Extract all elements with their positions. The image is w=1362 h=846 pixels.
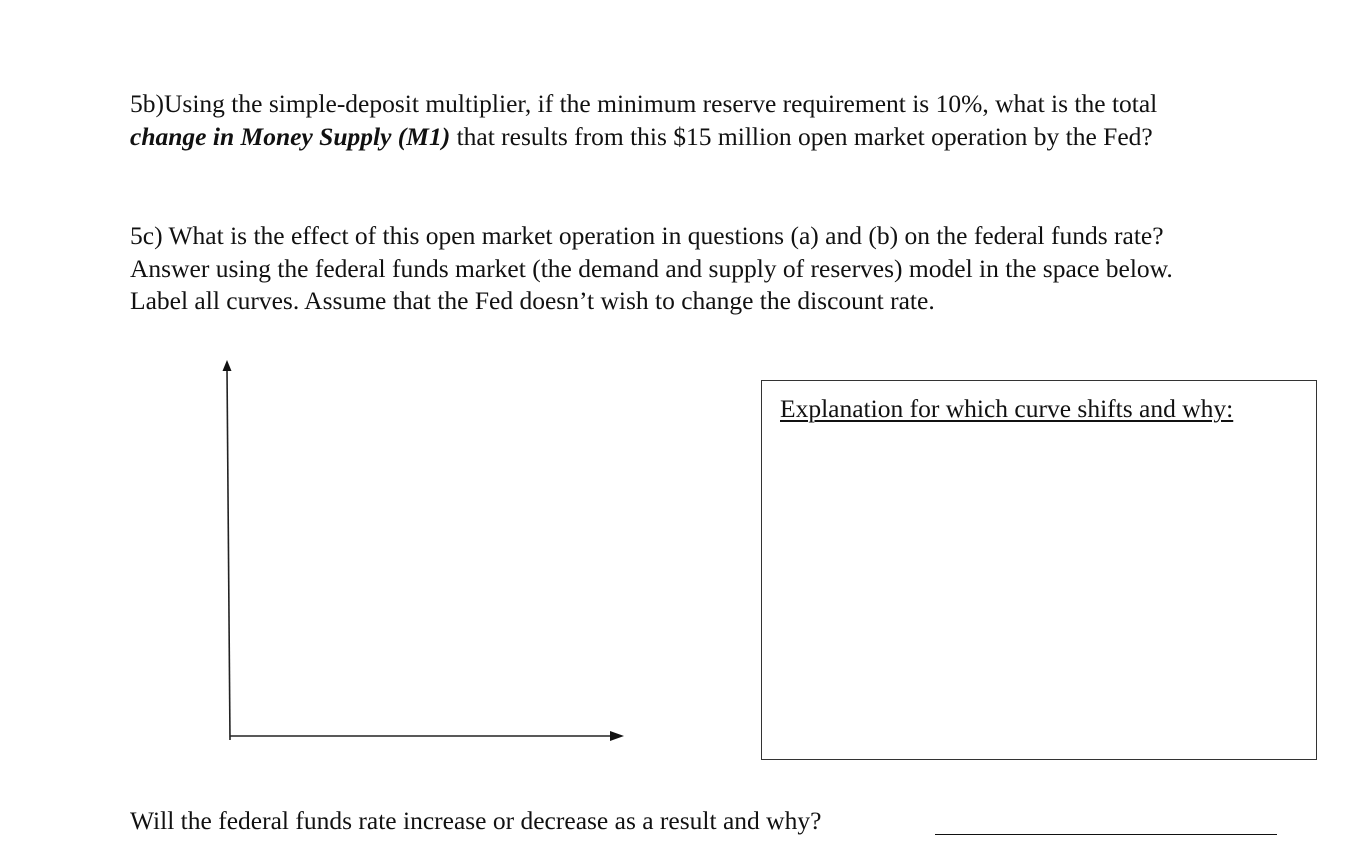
x-axis-arrowhead bbox=[610, 731, 624, 741]
money-supply-emphasis: change in Money Supply (M1) bbox=[130, 121, 451, 151]
question-5c-line-2: Answer using the federal funds market (the demand and supply of reserves) model in the space below. bbox=[130, 253, 1173, 283]
question-5b-line-1: 5b)Using the simple-deposit multiplier, if the minimum reserve requirement is 10%, what is the total bbox=[130, 89, 1158, 118]
y-axis-arrowhead bbox=[223, 360, 232, 371]
question-5c-line-1: 5c) What is the effect of this open market operation in questions (a) and (b) on the federal funds rate? bbox=[130, 221, 1164, 250]
question-5b bbox=[130, 88, 1157, 153]
question-5c bbox=[130, 220, 1173, 318]
question-5b-line-2-rest: that results from this $15 million open market operation by the Fed? bbox=[450, 121, 1153, 151]
question-5b-line-2 bbox=[130, 121, 1157, 154]
explanation-title: Explanation for which curve shifts and why: bbox=[780, 394, 1234, 423]
final-question: Will the federal funds rate increase or decrease as a result and why? bbox=[130, 806, 822, 835]
explanation-box[interactable] bbox=[761, 380, 1317, 760]
answer-blank-line[interactable] bbox=[935, 834, 1277, 835]
question-5c-line-3: Label all curves. Assume that the Fed doesn’t wish to change the discount rate. bbox=[130, 286, 935, 315]
y-axis bbox=[227, 369, 230, 740]
blank-graph-axes[interactable] bbox=[215, 355, 630, 750]
